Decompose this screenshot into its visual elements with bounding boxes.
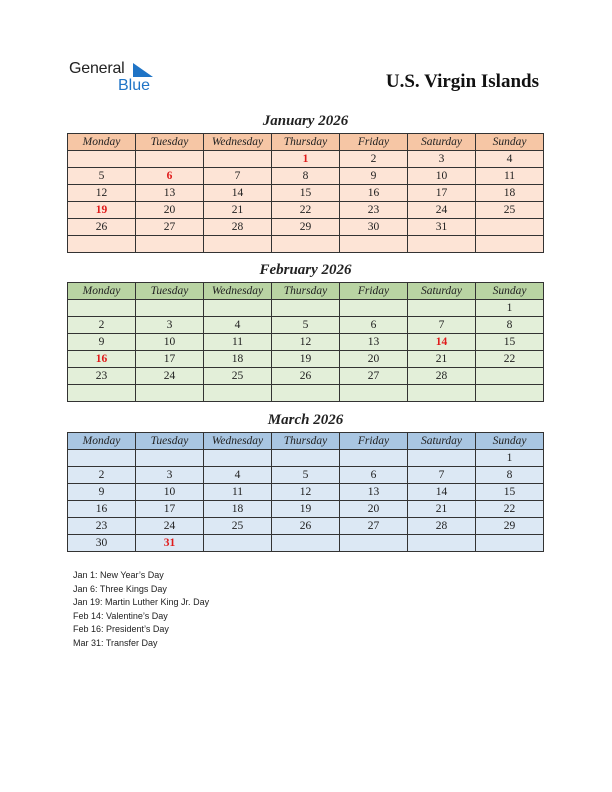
day-cell: 13 [340,334,408,351]
day-cell [68,151,136,168]
day-cell: 3 [136,467,204,484]
week-row [68,185,544,202]
day-cell: 8 [272,168,340,185]
logo-word-blue: Blue [118,77,151,94]
day-cell: 19 [272,501,340,518]
day-cell [136,236,204,253]
day-cell: 10 [408,168,476,185]
holiday-item: Feb 14: Valentine’s Day [73,610,168,621]
weekday-header: Tuesday [136,134,204,151]
weekday-header-row [68,283,544,300]
day-cell: 27 [136,219,204,236]
day-cell [136,450,204,467]
day-cell: 17 [136,351,204,368]
week-row [68,317,544,334]
day-cell [272,385,340,402]
day-cell: 30 [68,535,136,552]
day-cell: 8 [476,317,544,334]
day-cell: 20 [340,351,408,368]
day-cell: 22 [476,351,544,368]
day-cell [408,300,476,317]
day-cell [204,151,272,168]
week-row [68,467,544,484]
holiday-day-cell: 16 [68,351,136,368]
day-cell: 28 [408,368,476,385]
logo-word-general: General [69,60,125,77]
day-cell: 12 [272,484,340,501]
day-cell: 6 [340,467,408,484]
weekday-header: Saturday [408,433,476,450]
day-cell: 9 [68,334,136,351]
day-cell: 30 [340,219,408,236]
day-cell: 28 [408,518,476,535]
weekday-header: Friday [340,283,408,300]
day-cell: 11 [204,334,272,351]
weekday-header: Friday [340,134,408,151]
week-row [68,385,544,402]
holiday-list [73,569,209,650]
day-cell [408,450,476,467]
day-cell: 15 [272,185,340,202]
day-cell: 25 [204,368,272,385]
day-cell: 21 [204,202,272,219]
day-cell: 1 [476,300,544,317]
weekday-header: Monday [68,134,136,151]
holiday-day-cell: 19 [68,202,136,219]
day-cell: 23 [68,368,136,385]
day-cell: 14 [408,484,476,501]
country-title: U.S. Virgin Islands [385,71,539,92]
weekday-header-row [68,433,544,450]
day-cell: 11 [476,168,544,185]
week-row [68,334,544,351]
weekday-header: Saturday [408,283,476,300]
day-cell [476,385,544,402]
day-cell: 25 [204,518,272,535]
week-row [68,368,544,385]
day-cell: 25 [476,202,544,219]
day-cell: 18 [204,501,272,518]
day-cell [136,300,204,317]
day-cell: 23 [68,518,136,535]
weekday-header: Sunday [476,283,544,300]
day-cell [340,385,408,402]
week-row [68,535,544,552]
day-cell: 19 [272,351,340,368]
day-cell [68,300,136,317]
day-cell: 17 [408,185,476,202]
calendar-table [67,282,544,402]
day-cell [408,236,476,253]
day-cell [204,450,272,467]
day-cell [476,368,544,385]
day-cell [476,236,544,253]
day-cell: 2 [68,317,136,334]
holiday-day-cell: 14 [408,334,476,351]
weekday-header-row [68,134,544,151]
day-cell: 16 [68,501,136,518]
day-cell: 10 [136,484,204,501]
day-cell [204,236,272,253]
day-cell: 7 [408,317,476,334]
weekday-header: Wednesday [204,283,272,300]
day-cell: 2 [68,467,136,484]
day-cell: 24 [136,518,204,535]
day-cell: 21 [408,501,476,518]
day-cell [272,535,340,552]
day-cell: 4 [476,151,544,168]
holiday-item: Jan 6: Three Kings Day [73,583,167,594]
holiday-item: Feb 16: President’s Day [73,624,169,634]
weekday-header: Friday [340,433,408,450]
day-cell: 13 [340,484,408,501]
day-cell: 5 [272,317,340,334]
day-cell: 26 [272,518,340,535]
week-row [68,202,544,219]
day-cell [68,450,136,467]
day-cell: 22 [476,501,544,518]
week-row [68,219,544,236]
week-row [68,151,544,168]
weekday-header: Thursday [272,283,340,300]
month-title: March 2026 [267,412,344,428]
day-cell [204,300,272,317]
day-cell: 27 [340,518,408,535]
weekday-header: Monday [68,283,136,300]
day-cell: 2 [340,151,408,168]
day-cell [340,236,408,253]
day-cell: 18 [204,351,272,368]
day-cell: 31 [408,219,476,236]
day-cell: 8 [476,467,544,484]
day-cell: 29 [272,219,340,236]
weekday-header: Sunday [476,433,544,450]
day-cell [136,385,204,402]
day-cell [340,450,408,467]
day-cell [204,385,272,402]
holiday-day-cell: 1 [272,151,340,168]
week-row [68,300,544,317]
weekday-header: Saturday [408,134,476,151]
calendar-table [67,133,544,253]
day-cell: 22 [272,202,340,219]
day-cell: 11 [204,484,272,501]
day-cell: 26 [68,219,136,236]
day-cell: 7 [408,467,476,484]
day-cell: 14 [204,185,272,202]
day-cell: 4 [204,467,272,484]
day-cell: 20 [136,202,204,219]
week-row [68,168,544,185]
weekday-header: Tuesday [136,433,204,450]
week-row [68,351,544,368]
month-title: January 2026 [262,113,349,129]
day-cell: 9 [340,168,408,185]
day-cell [272,236,340,253]
month-february [67,261,544,402]
day-cell [340,535,408,552]
day-cell: 3 [408,151,476,168]
month-march [67,411,544,552]
day-cell: 7 [204,168,272,185]
holiday-item: Jan 1: New Year’s Day [73,570,164,580]
day-cell: 18 [476,185,544,202]
day-cell: 24 [136,368,204,385]
day-cell: 23 [340,202,408,219]
week-row [68,484,544,501]
day-cell: 4 [204,317,272,334]
day-cell: 3 [136,317,204,334]
day-cell: 16 [340,185,408,202]
holiday-item: Jan 19: Martin Luther King Jr. Day [73,597,210,607]
weekday-header: Monday [68,433,136,450]
week-row [68,450,544,467]
month-title: February 2026 [259,262,352,278]
holiday-item: Mar 31: Transfer Day [73,637,158,648]
day-cell: 17 [136,501,204,518]
day-cell: 21 [408,351,476,368]
day-cell [408,385,476,402]
weekday-header: Thursday [272,134,340,151]
day-cell: 10 [136,334,204,351]
day-cell: 24 [408,202,476,219]
week-row [68,236,544,253]
day-cell [68,385,136,402]
weekday-header: Tuesday [136,283,204,300]
weekday-header: Wednesday [204,433,272,450]
day-cell: 13 [136,185,204,202]
day-cell [136,151,204,168]
day-cell: 5 [272,467,340,484]
day-cell: 15 [476,484,544,501]
day-cell [476,535,544,552]
day-cell: 15 [476,334,544,351]
calendar-table [67,432,544,552]
weekday-header: Sunday [476,134,544,151]
day-cell: 29 [476,518,544,535]
day-cell: 12 [272,334,340,351]
day-cell [272,300,340,317]
logo [69,60,169,96]
weekday-header: Thursday [272,433,340,450]
day-cell [408,535,476,552]
week-row [68,501,544,518]
day-cell [340,300,408,317]
day-cell: 6 [340,317,408,334]
day-cell: 9 [68,484,136,501]
weekday-header: Wednesday [204,134,272,151]
holiday-day-cell: 31 [136,535,204,552]
holiday-day-cell: 6 [136,168,204,185]
day-cell [68,236,136,253]
day-cell: 27 [340,368,408,385]
day-cell: 20 [340,501,408,518]
logo-triangle-icon [133,63,155,77]
week-row [68,518,544,535]
day-cell [272,450,340,467]
month-january [67,112,544,253]
day-cell: 28 [204,219,272,236]
day-cell: 12 [68,185,136,202]
day-cell [204,535,272,552]
day-cell: 26 [272,368,340,385]
day-cell: 1 [476,450,544,467]
day-cell [476,219,544,236]
day-cell: 5 [68,168,136,185]
